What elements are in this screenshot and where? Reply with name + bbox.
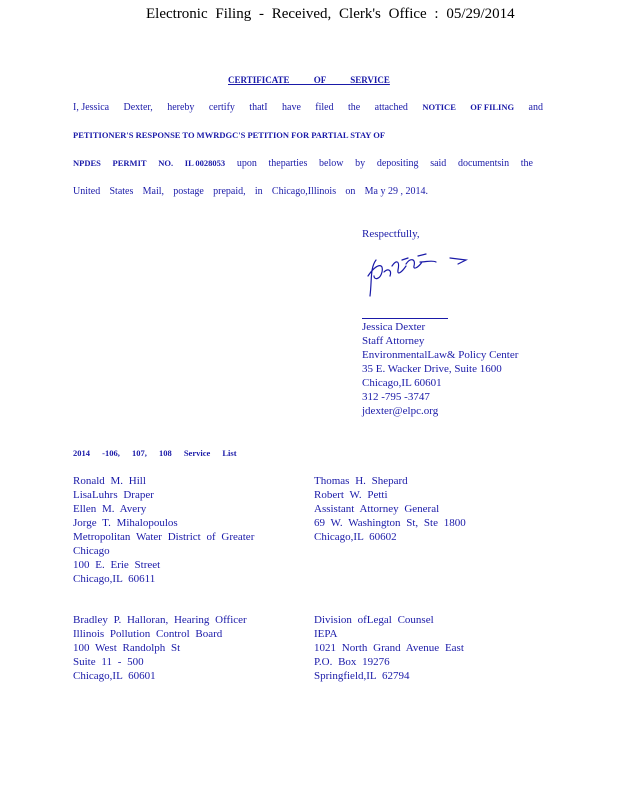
signer-street: 35 E. Wacker Drive, Suite 1600 xyxy=(362,363,502,375)
certificate-line-2: PETITIONER'S RESPONSE TO MWRDGC'S PETITION FOR PARTIAL STAY OF xyxy=(73,130,386,140)
signer-city: Chicago,IL 60601 xyxy=(362,377,442,389)
handwritten-signature xyxy=(362,250,472,302)
signer-email: jdexter@elpc.org xyxy=(362,405,439,417)
certificate-line-3: NPDES PERMIT NO. IL 0028053 upon theparties below by depositing said documentsin the xyxy=(73,158,533,169)
certificate-line-1: I, Jessica Dexter, hereby certify thatI have filed the attached NOTICE OF FILING and xyxy=(73,102,543,113)
signer-title: Staff Attorney xyxy=(362,335,425,347)
recipient-address-block: Thomas H. Shepard Robert W. Petti Assistant Attorney General 69 W. Washington St, Ste 1800 Chicago,IL 60602 xyxy=(314,475,466,543)
service-list-heading: 2014 -106, 107, 108 Service List xyxy=(73,448,237,458)
signer-organization: EnvironmentalLaw& Policy Center xyxy=(362,349,519,361)
recipient-address-block: Division ofLegal Counsel IEPA 1021 North Grand Avenue East P.O. Box 19276 Springfield,IL 62794 xyxy=(314,614,464,682)
certificate-title: CERTIFICATE OF SERVICE xyxy=(228,75,390,85)
closing-respectfully: Respectfully, xyxy=(362,228,420,240)
signature-line xyxy=(362,318,448,319)
certificate-line-4: United States Mail, postage prepaid, in Chicago,Illinois on Ma y 29 , 2014. xyxy=(73,186,428,197)
signature-block xyxy=(362,320,518,418)
signer-name: Jessica Dexter xyxy=(362,321,426,333)
signer-phone: 312 -795 -3747 xyxy=(362,391,430,403)
filing-stamp-text: Electronic Filing - Received, Clerk's Office : 05/29/2014 xyxy=(146,6,515,22)
recipient-address-block: Bradley P. Halloran, Hearing Officer Illinois Pollution Control Board 100 West Randolph St Suite 11 - 500 Chicago,IL 60601 xyxy=(73,614,247,682)
recipient-address-block: Ronald M. Hill LisaLuhrs Draper Ellen M. Avery Jorge T. Mihalopoulos Metropolitan Water District of Greater Chicago 100 E. Erie Street Chicago,IL 60611 xyxy=(73,475,255,585)
